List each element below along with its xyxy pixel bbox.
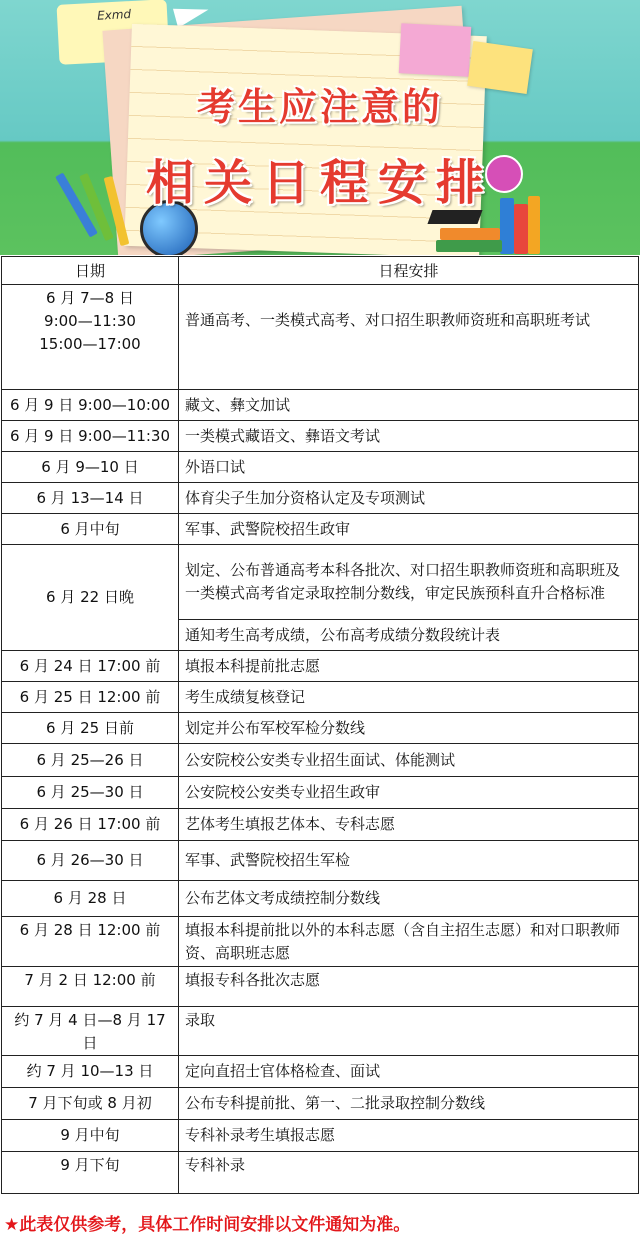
table-row — [2, 390, 639, 421]
row-schedule: 填报本科提前批以外的本科志愿（含自主招生志愿）和对口职教师资、高职班志愿 — [179, 917, 639, 967]
row-date: 6 月 22 日晚 — [2, 545, 179, 651]
row-schedule: 公布专科提前批、第一、二批录取控制分数线 — [179, 1088, 639, 1120]
table-row — [2, 713, 639, 744]
row-schedule: 划定并公布军校军检分数线 — [179, 713, 639, 744]
book-stack-icon — [436, 240, 502, 252]
row-schedule: 划定、公布普通高考本科各批次、对口招生职教师资班和高职班及一类模式高考省定录取控制分数线，审定民族预科直升合格标准 — [179, 545, 639, 620]
row-date: 约 7 月 10—13 日 — [2, 1056, 179, 1088]
footer-note: ★此表仅供参考，具体工作时间安排以文件通知为准。 — [4, 1215, 411, 1235]
table-header-row — [2, 257, 639, 285]
column-header-date: 日期 — [2, 257, 179, 285]
table-row — [2, 682, 639, 713]
table-row — [2, 917, 639, 967]
table-row — [2, 483, 639, 514]
table-row — [2, 651, 639, 682]
row-schedule: 填报专科各批次志愿 — [179, 967, 639, 1007]
row-schedule: 通知考生高考成绩，公布高考成绩分数段统计表 — [179, 620, 639, 651]
row-date: 6 月 25—26 日 — [2, 744, 179, 777]
table-row — [2, 881, 639, 917]
row-schedule: 外语口试 — [179, 452, 639, 483]
row-schedule: 艺体考生填报艺体本、专科志愿 — [179, 809, 639, 841]
row-date: 6 月 25—30 日 — [2, 777, 179, 809]
row-date: 6 月 26 日 17:00 前 — [2, 809, 179, 841]
header-banner — [0, 0, 640, 255]
row-schedule: 体育尖子生加分资格认定及专项测试 — [179, 483, 639, 514]
row-schedule: 军事、武警院校招生政审 — [179, 514, 639, 545]
row-date: 6 月 13—14 日 — [2, 483, 179, 514]
row-date: 6 月 28 日 — [2, 881, 179, 917]
table-row — [2, 1056, 639, 1088]
row-date: 6 月 28 日 12:00 前 — [2, 917, 179, 967]
row-date: 6 月中旬 — [2, 514, 179, 545]
pink-sticky-note — [399, 23, 472, 77]
banner-title-line2: 相关日程安排 — [145, 155, 494, 211]
row-schedule: 藏文、彝文加试 — [179, 390, 639, 421]
book-stack-icon — [440, 228, 500, 240]
row-date: 9 月下旬 — [2, 1152, 179, 1194]
row-schedule: 公布艺体文考成绩控制分数线 — [179, 881, 639, 917]
row-schedule: 定向直招士官体格检查、面试 — [179, 1056, 639, 1088]
row-date: 6 月 25 日前 — [2, 713, 179, 744]
row-date: 9 月中旬 — [2, 1120, 179, 1152]
row-date: 6 月 9—10 日 — [2, 452, 179, 483]
table-row — [2, 1152, 639, 1194]
table-row — [2, 1007, 639, 1056]
row-schedule: 军事、武警院校招生军检 — [179, 841, 639, 881]
row-date: 6 月 26—30 日 — [2, 841, 179, 881]
row-schedule: 填报本科提前批志愿 — [179, 651, 639, 682]
row-date: 6 月 25 日 12:00 前 — [2, 682, 179, 713]
row-schedule: 专科补录 — [179, 1152, 639, 1194]
doodle-text: Exmd — [96, 7, 132, 23]
table-row — [2, 1120, 639, 1152]
row-schedule: 公安院校公安类专业招生面试、体能测试 — [179, 744, 639, 777]
column-header-schedule: 日程安排 — [179, 257, 639, 285]
row-schedule: 专科补录考生填报志愿 — [179, 1120, 639, 1152]
table-row — [2, 285, 639, 390]
row-schedule: 一类模式藏语文、彝语文考试 — [179, 421, 639, 452]
row-date: 7 月 2 日 12:00 前 — [2, 967, 179, 1007]
table-row — [2, 514, 639, 545]
row-schedule: 考生成绩复核登记 — [179, 682, 639, 713]
row-date: 7 月下旬或 8 月初 — [2, 1088, 179, 1120]
row-date: 6 月 9 日 9:00—11:30 — [2, 421, 179, 452]
row-date: 6 月 7—8 日 9:00—11:30 15:00—17:00 — [2, 285, 179, 390]
row-date: 约 7 月 4 日—8 月 17 日 — [2, 1007, 179, 1056]
table-row — [2, 1088, 639, 1120]
schedule-table — [1, 256, 639, 1194]
table-row — [2, 744, 639, 777]
table-row — [2, 452, 639, 483]
row-schedule: 录取 — [179, 1007, 639, 1056]
table-row — [2, 777, 639, 809]
table-row — [2, 421, 639, 452]
table-row — [2, 809, 639, 841]
table-row — [2, 967, 639, 1007]
table-row — [2, 545, 639, 620]
banner-title-line1: 考生应注意的 — [196, 85, 443, 129]
row-date: 6 月 24 日 17:00 前 — [2, 651, 179, 682]
row-schedule: 普通高考、一类模式高考、对口招生职教师资班和高职班考试 — [179, 285, 639, 390]
table-row — [2, 841, 639, 881]
row-date: 6 月 9 日 9:00—10:00 — [2, 390, 179, 421]
row-schedule: 公安院校公安类专业招生政审 — [179, 777, 639, 809]
